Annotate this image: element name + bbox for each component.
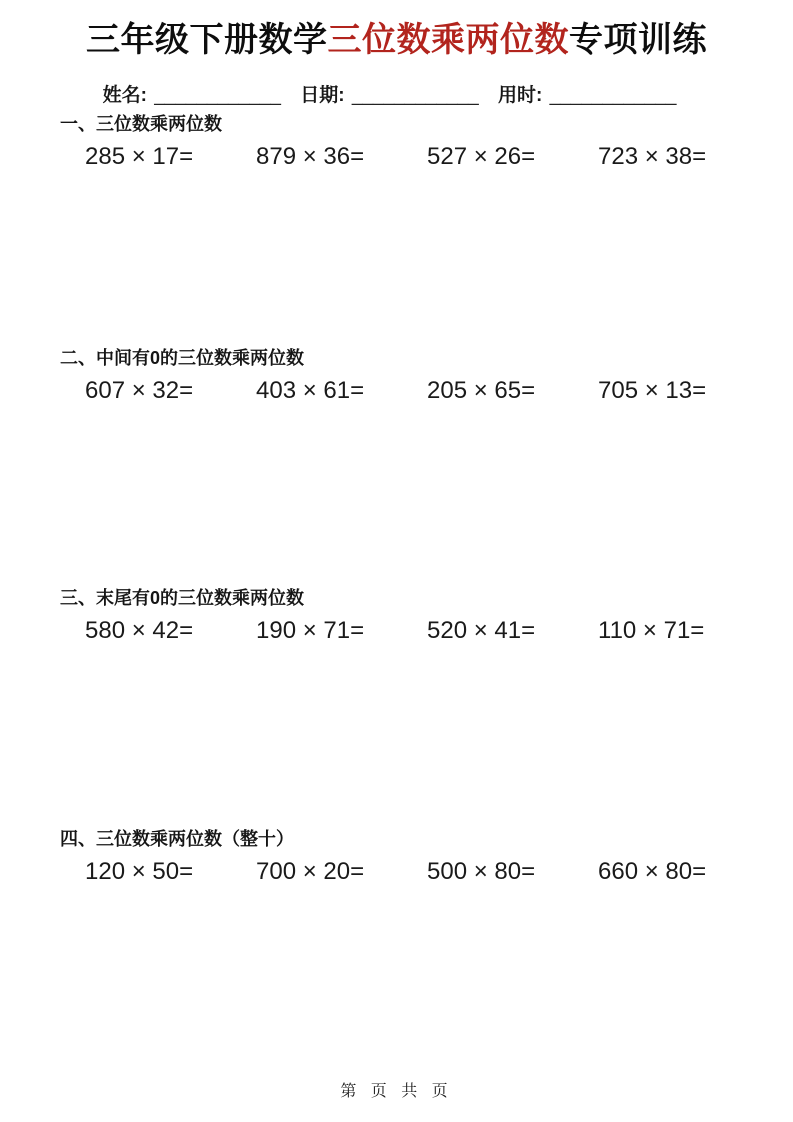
problem: 520 × 41= [427,617,536,644]
problem: 285 × 17= [85,143,194,170]
section-1 [0,110,793,171]
title-black-suffix: 专项训练 [569,21,707,59]
problems-row [85,858,793,886]
date-blank: ____________ [351,85,479,106]
problem: 705 × 13= [598,377,707,404]
section-3 [0,584,793,645]
problem: 660 × 80= [598,858,707,885]
student-info-line [0,80,793,107]
problem: 723 × 38= [598,143,707,170]
section-2 [0,344,793,405]
title-black-prefix: 三年级下册数学 [86,21,328,59]
problem: 580 × 42= [85,617,194,644]
problem: 120 × 50= [85,858,194,885]
date-label: 日期: [300,85,345,106]
section-heading: 一、三位数乘两位数 [60,114,222,134]
problem: 879 × 36= [256,143,365,170]
time-blank: ____________ [549,85,677,106]
problem: 190 × 71= [256,617,365,644]
problem: 500 × 80= [427,858,536,885]
problems-row [85,143,793,171]
problem: 527 × 26= [427,143,536,170]
section-heading: 二、中间有0的三位数乘两位数 [60,348,305,368]
problems-row [85,617,793,645]
section-heading: 三、末尾有0的三位数乘两位数 [60,588,305,608]
problems-row [85,377,793,405]
problem: 205 × 65= [427,377,536,404]
name-label: 姓名: [102,85,147,106]
section-heading: 四、三位数乘两位数（整十） [60,829,294,849]
title-red-highlight: 三位数乘两位数 [327,21,569,59]
section-4 [0,825,793,886]
page-title [0,12,793,61]
problem: 607 × 32= [85,377,194,404]
problem: 700 × 20= [256,858,365,885]
name-blank: ____________ [154,85,281,106]
problem: 403 × 61= [256,377,365,404]
page-footer: 第 页 共 页 [340,1083,453,1100]
time-label: 用时: [497,85,543,106]
problem: 110 × 71= [598,617,705,644]
